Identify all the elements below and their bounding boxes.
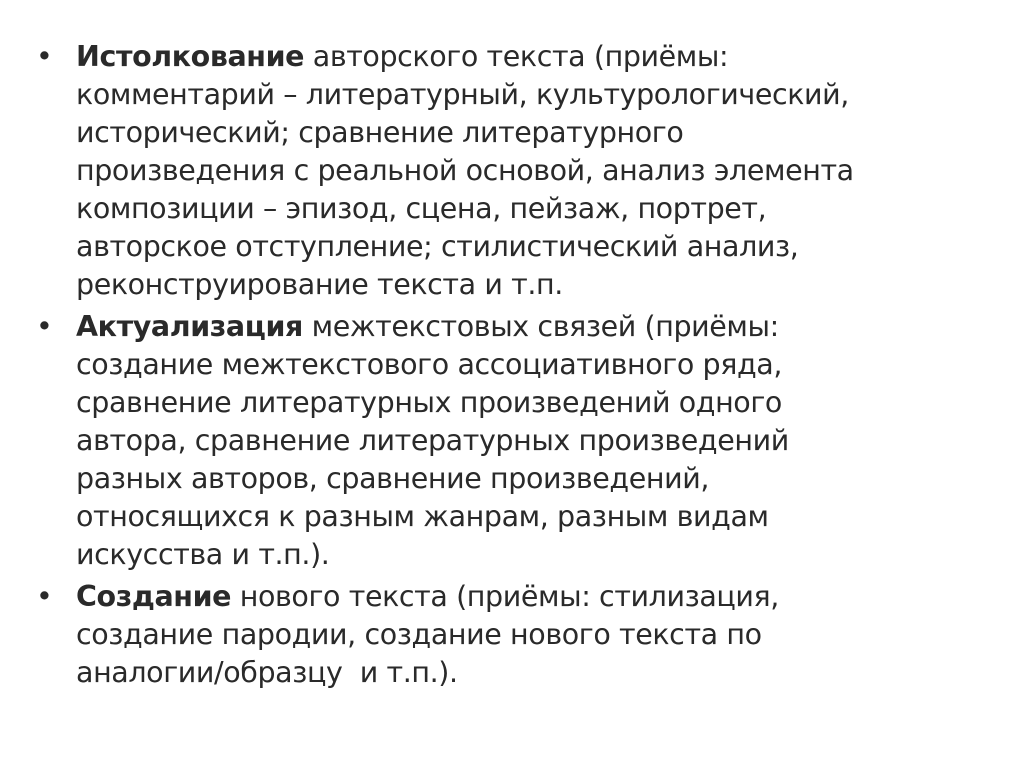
bullet-item-interpretation: [36, 38, 986, 304]
bullet-marker: •: [36, 580, 53, 613]
bullet-text-line: реконструирование текста и т.п.: [76, 268, 563, 301]
bullet-text-line: разных авторов, сравнение произведений,: [76, 462, 709, 495]
bullet-text-line: искусства и т.п.).: [76, 538, 330, 571]
bullet-first-line: [76, 308, 986, 346]
bullet-list: [36, 38, 986, 696]
bullet-marker: •: [36, 40, 53, 73]
bullet-text-line: автора, сравнение литературных произведений: [76, 424, 789, 457]
bullet-lead-term: Создание: [76, 580, 232, 613]
bullet-text-line: авторское отступление; стилистический анализ,: [76, 230, 799, 263]
bullet-text-line: межтекстовых связей (приёмы:: [302, 310, 779, 343]
bullet-first-line: [76, 38, 986, 76]
bullet-text-line: авторского текста (приёмы:: [304, 40, 729, 73]
bullet-lead-term: Актуализация: [76, 310, 303, 343]
bullet-marker: •: [36, 310, 53, 343]
bullet-text-line: создание пародии, создание нового текста по: [76, 618, 762, 651]
bullet-text-line: нового текста (приёмы: стилизация,: [231, 580, 779, 613]
bullet-text-line: аналогии/образцу и т.п.).: [76, 656, 458, 689]
bullet-first-line: [76, 578, 986, 616]
bullet-lead-term: Истолкование: [76, 40, 305, 73]
bullet-text-line: композиции – эпизод, сцена, пейзаж, портрет,: [76, 192, 767, 225]
bullet-item-creation: [36, 578, 986, 692]
bullet-text-line: относящихся к разным жанрам, разным видам: [76, 500, 769, 533]
bullet-text-line: комментарий – литературный, культурологический,: [76, 78, 849, 111]
bullet-text-line: создание межтекстового ассоциативного ряда,: [76, 348, 783, 381]
bullet-text-line: произведения с реальной основой, анализ элемента: [76, 154, 854, 187]
bullet-text-line: исторический; сравнение литературного: [76, 116, 684, 149]
bullet-item-actualization: [36, 308, 986, 574]
bullet-text-line: сравнение литературных произведений одного: [76, 386, 782, 419]
